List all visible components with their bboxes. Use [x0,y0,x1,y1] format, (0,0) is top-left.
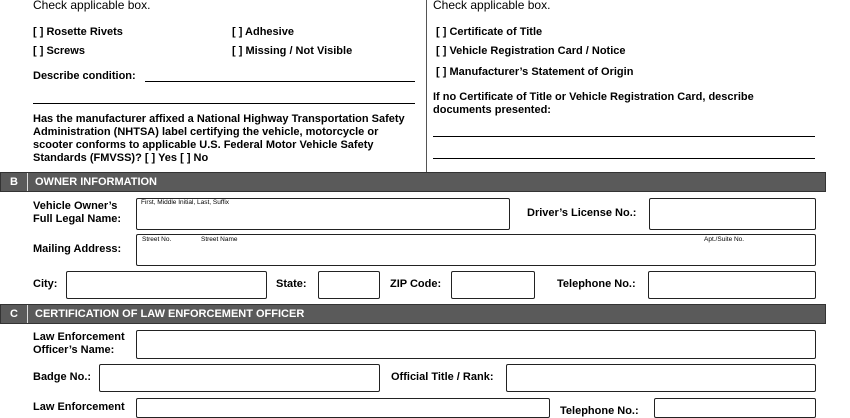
describe-condition-line-1[interactable] [145,81,415,82]
zip-code-label: ZIP Code: [390,278,442,290]
section-c-header [0,304,826,324]
documents-line-1[interactable] [433,136,815,137]
drivers-license-input[interactable] [649,198,816,230]
owner-name-hint: First, Middle Initial, Last, Suffix [141,199,230,206]
state-input[interactable] [318,271,380,299]
owner-name-label [33,200,121,226]
drivers-license-label: Driver’s License No.: [527,207,637,219]
section-b-header [0,172,826,192]
city-label: City: [33,278,58,290]
check-instruction-right: Check applicable box. [433,0,551,12]
officer-name-label-1: Law Enforcement [33,331,125,343]
checkbox-certificate-title[interactable]: [ ] Certificate of Title [436,26,543,38]
describe-condition-line-2[interactable] [33,103,415,104]
documents-note-line-1: If no Certificate of Title or Vehicle Registration Card, describe [433,91,754,103]
state-label: State: [276,278,307,290]
column-divider [426,0,427,172]
checkbox-adhesive[interactable]: [ ] Adhesive [232,26,294,38]
street-no-hint: Street No. [142,236,172,243]
mailing-address-label: Mailing Address: [33,243,122,255]
owner-name-label-1: Vehicle Owner’s [33,200,118,212]
nhtsa-line-1: Has the manufacturer affixed a National Highway Transportation Safety [33,113,405,125]
section-c-separator [27,305,28,323]
section-b-title: OWNER INFORMATION [35,176,158,188]
checkbox-mso[interactable]: [ ] Manufacturer’s Statement of Origin [436,66,634,78]
section-c-letter: C [10,308,18,320]
officer-name-label [33,331,125,357]
owner-name-label-2: Full Legal Name: [33,213,122,225]
checkbox-registration-card[interactable]: [ ] Vehicle Registration Card / Notice [436,45,626,57]
checkbox-missing[interactable]: [ ] Missing / Not Visible [232,45,353,57]
city-input[interactable] [66,271,267,299]
nhtsa-line-2: Administration (NHTSA) label certifying the vehicle, motorcycle or [33,126,379,138]
officer-telephone-label: Telephone No.: [560,405,639,417]
badge-no-label: Badge No.: [33,371,92,383]
officer-telephone-input[interactable] [654,398,816,418]
agency-input[interactable] [136,398,550,418]
street-name-hint: Street Name [201,236,238,243]
owner-telephone-label: Telephone No.: [557,278,636,290]
section-c-title: CERTIFICATION OF LAW ENFORCEMENT OFFICER [35,308,305,320]
zip-code-input[interactable] [451,271,535,299]
title-rank-input[interactable] [506,364,816,392]
checkbox-rosette-rivets[interactable]: [ ] Rosette Rivets [33,26,123,38]
section-b-letter: B [10,176,18,188]
documents-note [433,91,754,117]
title-rank-label: Official Title / Rank: [391,371,494,383]
nhtsa-line-4[interactable]: Standards (FMVSS)? [ ] Yes [ ] No [33,152,209,164]
checkbox-screws[interactable]: [ ] Screws [33,45,85,57]
nhtsa-line-3: scooter conforms to applicable U.S. Federal Motor Vehicle Safety [33,139,374,151]
check-instruction-left: Check applicable box. [33,0,151,12]
apt-suite-hint: Apt./Suite No. [704,236,745,243]
officer-name-input[interactable] [136,330,816,359]
agency-label: Law Enforcement [33,401,125,413]
badge-no-input[interactable] [99,364,380,392]
officer-name-label-2: Officer’s Name: [33,344,115,356]
describe-condition-label: Describe condition: [33,70,136,82]
section-b-separator [27,173,28,191]
documents-line-2[interactable] [433,158,815,159]
documents-note-line-2: documents presented: [433,104,551,116]
nhtsa-question [33,113,405,165]
owner-telephone-input[interactable] [648,271,816,299]
